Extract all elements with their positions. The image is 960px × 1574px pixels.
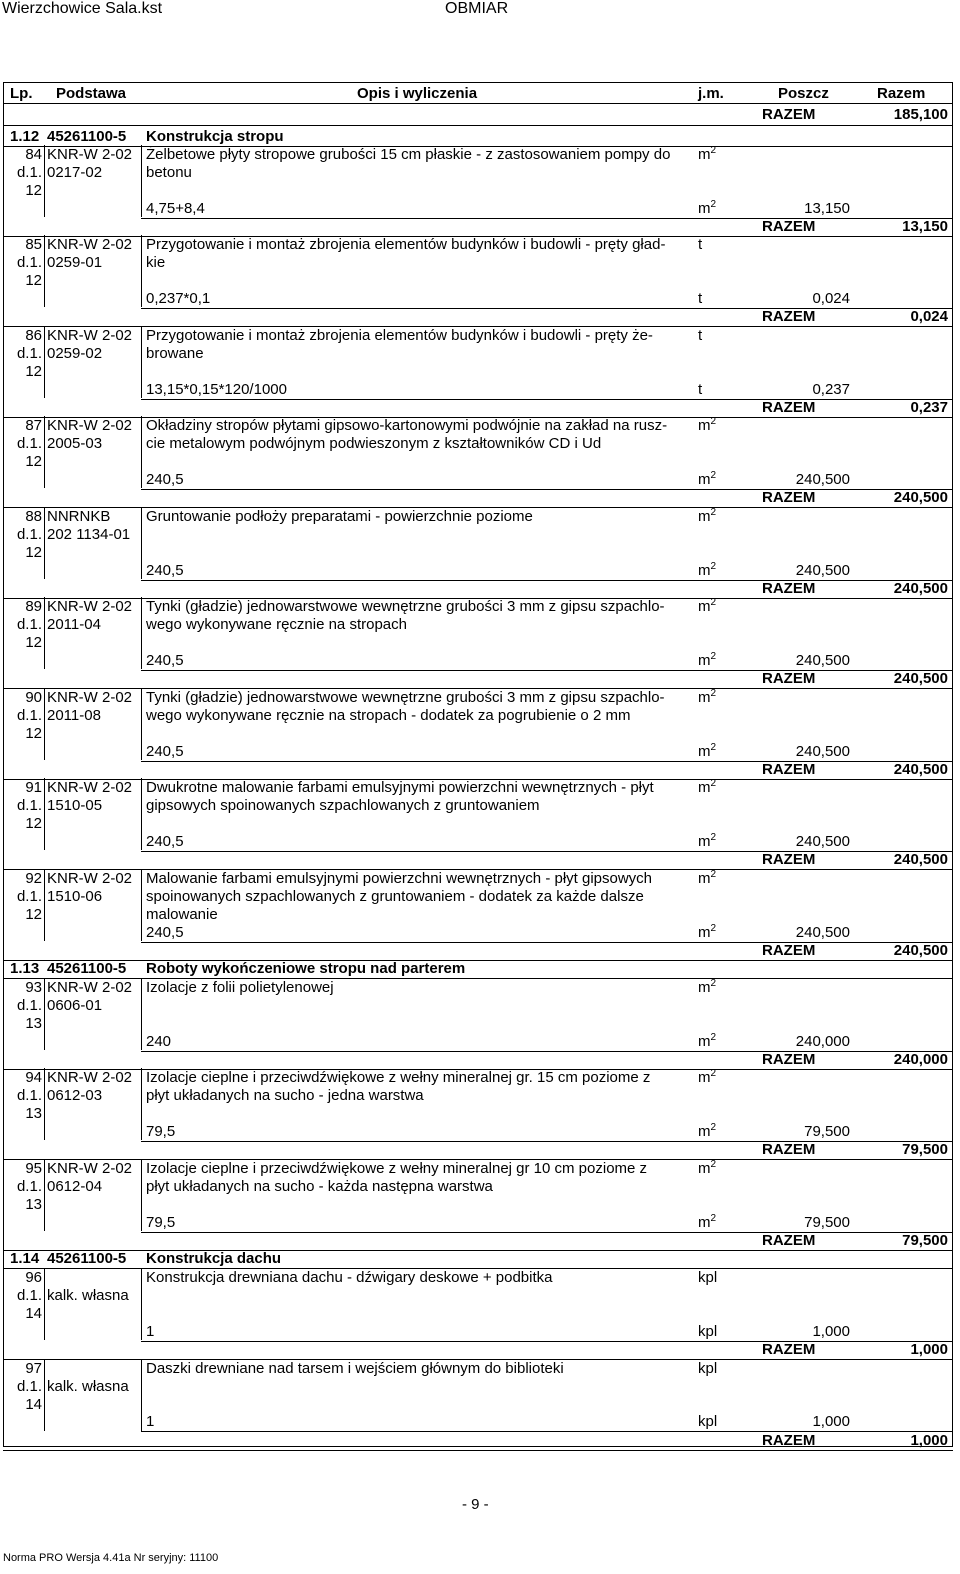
razem-value: 1,000 [910,1432,948,1449]
item-basis: KNR-W 2-02 [47,236,133,253]
item-description: Tynki (gładzie) jednowarstwowe wewnętrzne grubości 3 mm z gipsu szpachlo- [146,598,665,615]
unit-symbol: m [698,1123,711,1140]
item-unit [698,598,716,616]
row-divider [141,670,953,671]
unit-exponent: 2 [710,1068,717,1079]
razem-label: RAZEM [762,1232,816,1249]
item-lp: d.1. [16,1087,42,1104]
unit-exponent: 2 [710,742,717,753]
section-title: Roboty wykończeniowe stropu nad parterem [146,960,466,977]
calc-value: 240,500 [795,924,850,941]
calc-unit [698,471,716,489]
unit-exponent: 2 [710,561,717,572]
item-basis: KNR-W 2-02 [47,1160,133,1177]
calc-value: 240,500 [795,743,850,760]
item-lp: 12 [25,544,42,561]
unit-exponent: 2 [710,778,717,789]
column-divider [44,778,45,850]
item-description: płyt układanych na sucho - jedna warstwa [146,1087,424,1104]
unit-exponent: 2 [710,651,717,662]
item-basis: KNR-W 2-02 [47,870,133,887]
item-lp: 12 [25,725,42,742]
item-description: betonu [146,164,192,181]
calc-expression: 1 [146,1323,155,1340]
item-lp: 92 [25,870,42,887]
item-description: Daszki drewniane nad tarsem i wejściem głównym do biblioteki [146,1360,564,1377]
section-number: 1.12 [10,128,40,145]
section-title: Konstrukcja stropu [146,128,284,145]
calc-unit [698,1214,716,1232]
item-lp: 12 [25,182,42,199]
item-description: Tynki (gładzie) jednowarstwowe wewnętrzne grubości 3 mm z gipsu szpachlo- [146,689,665,706]
item-basis: KNR-W 2-02 [47,146,133,163]
item-lp: d.1. [16,888,42,905]
razem-label: RAZEM [762,308,816,325]
item-unit [698,1360,717,1378]
item-lp: 14 [25,1305,42,1322]
razem-label: RAZEM [762,761,816,778]
unit-symbol: m [698,508,711,525]
item-lp: 87 [25,417,42,434]
unit-symbol: m [698,833,711,850]
column-divider [44,235,45,307]
item-description: Malowanie farbami emulsyjnymi powierzchni wewnętrznych - płyt gipsowych [146,870,653,887]
item-lp: d.1. [16,997,42,1014]
item-unit [698,1069,716,1087]
calc-expression: 79,5 [146,1214,176,1231]
item-description: Konstrukcja drewniana dachu - dźwigary deskowe + podbitka [146,1269,553,1286]
razem-label: RAZEM [762,1341,816,1358]
item-lp: 12 [25,634,42,651]
razem-label: RAZEM [762,580,816,597]
item-basis: 0612-04 [47,1178,103,1195]
item-unit [698,689,716,707]
item-basis: KNR-W 2-02 [47,417,133,434]
item-unit [698,327,702,345]
column-divider [44,1359,45,1431]
item-lp: 13 [25,1015,42,1032]
item-basis: 0217-02 [47,164,103,181]
calc-expression: 240,5 [146,471,184,488]
column-divider [141,507,142,579]
unit-exponent: 2 [710,978,717,989]
item-unit [698,779,716,797]
column-divider [44,978,45,1050]
unit-exponent: 2 [710,507,717,518]
calc-unit [698,833,716,851]
item-description: Przygotowanie i montaż zbrojenia elementów budynków i budowli - pręty gład- [146,236,666,253]
row-divider [141,489,953,490]
razem-value: 13,150 [902,218,948,235]
unit-exponent: 2 [710,1213,717,1224]
item-lp: 14 [25,1396,42,1413]
header-lp: Lp. [10,85,33,102]
razem-value: 185,100 [893,106,948,123]
item-lp: d.1. [16,616,42,633]
item-lp: 97 [25,1360,42,1377]
item-description: Izolacje cieplne i przeciwdźwiękowe z wełny mineralnej gr 10 cm poziome z [146,1160,648,1177]
section-number: 1.13 [10,960,40,977]
razem-label: RAZEM [762,106,816,123]
item-unit [698,1160,716,1178]
calc-unit [698,200,716,218]
calc-unit [698,290,702,308]
header-basis: Podstawa [56,85,127,102]
item-basis: KNR-W 2-02 [47,689,133,706]
item-basis: kalk. własna [47,1378,129,1395]
item-lp: 86 [25,327,42,344]
column-divider [44,597,45,669]
item-basis: KNR-W 2-02 [47,598,133,615]
item-basis: 2005-03 [47,435,103,452]
row-divider [141,218,953,219]
item-lp: 89 [25,598,42,615]
calc-expression: 79,5 [146,1123,176,1140]
column-divider [44,326,45,398]
item-lp: 12 [25,453,42,470]
razem-value: 240,500 [893,942,948,959]
row-divider [3,1450,953,1451]
unit-symbol: m [698,924,711,941]
item-lp: 13 [25,1196,42,1213]
column-divider [141,416,142,488]
item-lp: 88 [25,508,42,525]
item-lp: 96 [25,1269,42,1286]
item-lp: d.1. [16,435,42,452]
calc-value: 240,500 [795,471,850,488]
unit-symbol: t [698,381,703,398]
calc-expression: 1 [146,1413,155,1430]
razem-label: RAZEM [762,1141,816,1158]
unit-symbol: m [698,200,711,217]
column-divider [141,1268,142,1340]
calc-expression: 240 [146,1033,172,1050]
row-divider [141,1141,953,1142]
razem-value: 240,500 [893,670,948,687]
unit-exponent: 2 [710,470,717,481]
razem-value: 79,500 [902,1141,948,1158]
item-lp: 90 [25,689,42,706]
item-lp: 85 [25,236,42,253]
item-description: wego wykonywane ręcznie na stropach - dodatek za pogrubienie o 2 mm [146,707,631,724]
razem-label: RAZEM [762,942,816,959]
row-divider [3,125,953,126]
item-lp: d.1. [16,1287,42,1304]
row-divider [141,1232,953,1233]
unit-symbol: m [698,1033,711,1050]
section-code: 45261100-5 [47,960,127,977]
razem-value: 240,500 [893,761,948,778]
item-unit [698,236,702,254]
calc-expression: 240,5 [146,652,184,669]
razem-label: RAZEM [762,218,816,235]
item-lp: 12 [25,815,42,832]
item-basis: KNR-W 2-02 [47,1069,133,1086]
row-divider [141,1431,953,1432]
item-unit [698,146,716,164]
item-lp: d.1. [16,164,42,181]
unit-exponent: 2 [710,923,717,934]
header-partial: Poszcz [778,85,829,102]
unit-symbol: kpl [698,1323,718,1340]
row-divider [141,761,953,762]
item-description: Izolacje cieplne i przeciwdźwiękowe z wełny mineralnej gr. 15 cm poziome z [146,1069,651,1086]
header-description: Opis i wyliczenia [357,85,478,102]
item-description: kie [146,254,166,271]
item-lp: d.1. [16,526,42,543]
item-lp: d.1. [16,345,42,362]
item-lp: d.1. [16,1178,42,1195]
razem-label: RAZEM [762,489,816,506]
unit-symbol: m [698,689,711,706]
item-basis: KNR-W 2-02 [47,979,133,996]
calc-value: 79,500 [804,1214,850,1231]
razem-value: 240,500 [893,851,948,868]
calc-unit [698,652,716,670]
item-description: płyt układanych na sucho - każda następna warstwa [146,1178,493,1195]
unit-symbol: m [698,598,711,615]
column-divider [141,235,142,307]
unit-exponent: 2 [710,869,717,880]
unit-symbol: t [698,290,703,307]
unit-symbol: m [698,1214,711,1231]
item-description: spoinowanych szpachlowanych z gruntowaniem - dodatek za każde dalsze [146,888,644,905]
row-divider [141,1341,953,1342]
item-basis: 202 1134-01 [47,526,131,543]
item-basis: 0259-01 [47,254,103,271]
row-divider [141,851,953,852]
unit-symbol: m [698,562,711,579]
unit-symbol: m [698,652,711,669]
item-lp: 91 [25,779,42,796]
item-description: malowanie [146,906,218,923]
item-basis: 1510-05 [47,797,103,814]
unit-symbol: t [698,327,703,344]
razem-value: 0,237 [910,399,948,416]
calc-unit [698,381,702,399]
item-basis: 2011-08 [47,707,101,724]
unit-symbol: m [698,779,711,796]
calc-value: 13,150 [804,200,850,217]
unit-symbol: m [698,979,711,996]
document-title: OBMIAR [445,0,509,17]
unit-exponent: 2 [710,688,717,699]
calc-value: 1,000 [812,1413,850,1430]
calc-expression: 240,5 [146,743,184,760]
item-basis: 1510-06 [47,888,103,905]
calc-expression: 0,237*0,1 [146,290,211,307]
column-divider [44,1268,45,1340]
unit-exponent: 2 [710,597,717,608]
header-total: Razem [877,85,926,102]
footer-text: Norma PRO Wersja 4.41a Nr seryjny: 11100 [3,1552,219,1564]
calc-unit [698,1123,716,1141]
unit-symbol: m [698,1160,711,1177]
razem-label: RAZEM [762,851,816,868]
item-lp: d.1. [16,254,42,271]
item-description: browane [146,345,204,362]
calc-unit [698,1413,717,1431]
unit-symbol: m [698,417,711,434]
column-divider [44,507,45,579]
calc-unit [698,1033,716,1051]
column-divider [44,688,45,760]
item-lp: 94 [25,1069,42,1086]
calc-value: 1,000 [812,1323,850,1340]
item-unit [698,870,716,888]
row-divider [141,942,953,943]
calc-value: 0,237 [812,381,850,398]
unit-exponent: 2 [710,145,717,156]
unit-symbol: m [698,146,711,163]
item-basis: NNRNKB [47,508,111,525]
section-code: 45261100-5 [47,128,127,145]
unit-symbol: kpl [698,1360,718,1377]
calc-unit [698,1323,717,1341]
column-divider [141,145,142,217]
column-divider [44,869,45,941]
item-lp: d.1. [16,707,42,724]
item-basis: 0612-03 [47,1087,103,1104]
column-divider [141,597,142,669]
unit-symbol: kpl [698,1269,718,1286]
item-basis: KNR-W 2-02 [47,779,133,796]
item-lp: 12 [25,363,42,380]
calc-expression: 240,5 [146,924,184,941]
column-divider [141,326,142,398]
item-lp: 13 [25,1105,42,1122]
page-number: - 9 - [462,1496,489,1513]
item-basis: 0259-02 [47,345,103,362]
calc-value: 240,500 [795,562,850,579]
section-number: 1.14 [10,1250,40,1267]
unit-symbol: m [698,1069,711,1086]
row-divider [141,580,953,581]
section-title: Konstrukcja dachu [146,1250,282,1267]
column-divider [44,1068,45,1140]
column-divider [44,145,45,217]
item-basis: 2011-04 [47,616,101,633]
calc-value: 240,000 [795,1033,850,1050]
header-unit: j.m. [698,85,724,102]
column-divider [141,978,142,1050]
column-divider [141,1159,142,1231]
calc-unit [698,562,716,580]
razem-value: 79,500 [902,1232,948,1249]
column-divider [141,778,142,850]
unit-symbol: m [698,471,711,488]
item-description: Gruntowanie podłoży preparatami - powierzchnie poziome [146,508,533,525]
calc-expression: 240,5 [146,833,184,850]
razem-value: 240,500 [893,489,948,506]
item-basis: kalk. własna [47,1287,129,1304]
unit-exponent: 2 [710,416,717,427]
column-divider [141,688,142,760]
unit-symbol: m [698,870,711,887]
item-lp: d.1. [16,1378,42,1395]
column-divider [141,1359,142,1431]
item-unit [698,417,716,435]
item-unit [698,508,716,526]
unit-symbol: kpl [698,1413,718,1430]
item-lp: 84 [25,146,42,163]
item-description: Przygotowanie i montaż zbrojenia elementów budynków i budowli - pręty że- [146,327,653,344]
item-description: Okładziny stropów płytami gipsowo-kartonowymi podwójnie na zakład na rusz- [146,417,668,434]
razem-value: 1,000 [910,1341,948,1358]
item-basis: KNR-W 2-02 [47,327,133,344]
item-basis: 0606-01 [47,997,103,1014]
unit-exponent: 2 [710,1032,717,1043]
calc-unit [698,924,716,942]
unit-symbol: t [698,236,703,253]
row-divider [141,1051,953,1052]
razem-label: RAZEM [762,1051,816,1068]
item-description: Żelbetowe płyty stropowe grubości 15 cm płaskie - z zastosowaniem pompy do [146,146,671,163]
calc-value: 79,500 [804,1123,850,1140]
item-lp: 93 [25,979,42,996]
unit-exponent: 2 [710,1159,717,1170]
razem-label: RAZEM [762,670,816,687]
unit-exponent: 2 [710,199,717,210]
file-name: Wierzchowice Sala.kst [2,0,163,17]
column-divider [141,1068,142,1140]
calc-value: 240,500 [795,833,850,850]
razem-value: 240,000 [893,1051,948,1068]
calc-expression: 4,75+8,4 [146,200,205,217]
item-description: Dwukrotne malowanie farbami emulsyjnymi powierzchni wewnętrznych - płyt [146,779,654,796]
item-lp: 12 [25,906,42,923]
row-divider [141,399,953,400]
unit-exponent: 2 [710,1122,717,1133]
item-description: Izolacje z folii polietylenowej [146,979,334,996]
item-description: gipsowych spoinowanych szpachlowanych z gruntowaniem [146,797,540,814]
unit-symbol: m [698,743,711,760]
section-code: 45261100-5 [47,1250,127,1267]
column-divider [44,1159,45,1231]
column-divider [44,416,45,488]
item-lp: d.1. [16,797,42,814]
item-unit [698,979,716,997]
razem-label: RAZEM [762,1432,816,1449]
item-lp: 95 [25,1160,42,1177]
item-description: wego wykonywane ręcznie na stropach [146,616,407,633]
razem-label: RAZEM [762,399,816,416]
calc-expression: 13,15*0,15*120/1000 [146,381,287,398]
calc-value: 0,024 [812,290,850,307]
item-description: cie metalowym podwójnym podwieszonym z kształtowników CD i Ud [146,435,602,452]
calc-expression: 240,5 [146,562,184,579]
column-divider [141,869,142,941]
item-lp: 12 [25,272,42,289]
row-divider [141,308,953,309]
item-unit [698,1269,717,1287]
razem-value: 0,024 [910,308,948,325]
unit-exponent: 2 [710,832,717,843]
razem-value: 240,500 [893,580,948,597]
calc-value: 240,500 [795,652,850,669]
header-divider [3,103,953,104]
calc-unit [698,743,716,761]
